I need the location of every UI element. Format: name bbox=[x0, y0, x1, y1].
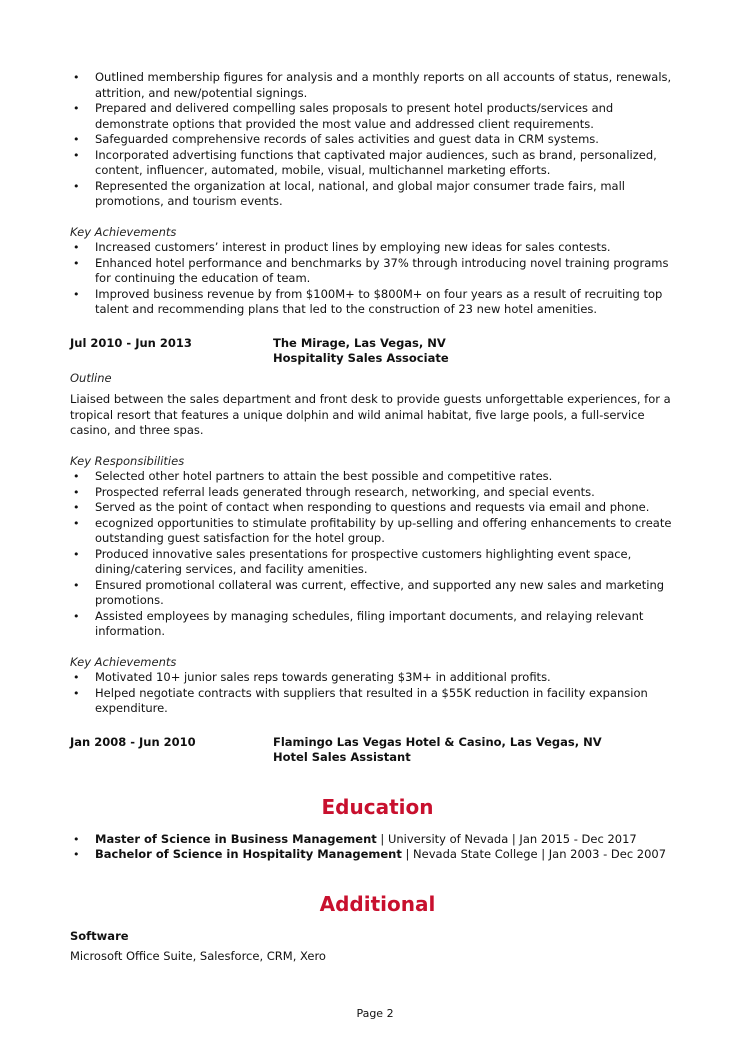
job-header-flamingo bbox=[70, 735, 685, 766]
mirage-responsibilities bbox=[70, 469, 685, 640]
education-list bbox=[70, 832, 685, 863]
job-details bbox=[273, 735, 602, 766]
job-dates: Jan 2008 - Jun 2010 bbox=[70, 734, 196, 749]
list-item: • Motivated 10+ junior sales reps towards generating $3M+ in additional profits. bbox=[70, 670, 685, 686]
job-title: Hotel Sales Assistant bbox=[273, 750, 411, 764]
list-item: • Ensured promotional collateral was current, effective, and supported any new sales and marketing promotions. bbox=[70, 578, 685, 609]
education-item bbox=[70, 832, 685, 848]
education-item bbox=[70, 847, 685, 863]
responsibilities-heading: Key Responsibilities bbox=[70, 453, 185, 468]
list-item: • Prospected referral leads generated through research, networking, and special events. bbox=[70, 485, 685, 501]
job-details bbox=[273, 336, 449, 367]
outline-heading: Outline bbox=[70, 370, 112, 385]
list-item: • Produced innovative sales presentations for prospective customers highlighting event space, dining/catering services, and facility amenities. bbox=[70, 547, 685, 578]
job-header-mirage bbox=[70, 336, 685, 367]
job-dates: Jul 2010 - Jun 2013 bbox=[70, 335, 192, 350]
software-value: Microsoft Office Suite, Salesforce, CRM, Xero bbox=[70, 949, 326, 963]
list-item: • Represented the organization at local, national, and global major consumer trade fairs, mall promotions, and tourism events. bbox=[70, 179, 685, 210]
education-heading: Education bbox=[321, 794, 434, 819]
prev-job-responsibilities bbox=[70, 70, 685, 210]
degree: Bachelor of Science in Hospitality Management bbox=[95, 847, 402, 861]
software-label: Software bbox=[70, 928, 129, 943]
job-employer: Flamingo Las Vegas Hotel & Casino, Las Vegas, NV bbox=[273, 734, 602, 749]
list-item: • Helped negotiate contracts with suppliers that resulted in a $55K reduction in facility expansion expenditure. bbox=[70, 686, 685, 717]
outline-text: Liaised between the sales department and front desk to provide guests unforgettable experiences, for a tropical resort that features a unique dolphin and wild animal habitat, five large pools, a full-service casino, and three spas. bbox=[70, 392, 671, 437]
list-item: • Assisted employees by managing schedules, filing important documents, and relaying relevant information. bbox=[70, 609, 685, 640]
prev-job-achievements bbox=[70, 240, 685, 318]
degree: Master of Science in Business Management bbox=[95, 831, 377, 846]
mirage-achievements bbox=[70, 670, 685, 717]
additional-heading: Additional bbox=[319, 891, 436, 916]
prev-job-achievements-heading: Key Achievements bbox=[70, 224, 177, 239]
job-employer: The Mirage, Las Vegas, NV bbox=[273, 335, 446, 350]
list-item: • Served as the point of contact when responding to questions and requests via email and phone. bbox=[70, 500, 685, 516]
list-item: • Enhanced hotel performance and benchmarks by 37% through introducing novel training programs for continuing the education of team. bbox=[70, 256, 685, 287]
list-item: • Improved business revenue by from $100M+ to $800M+ on four years as a result of recruiting top talent and recommending plans that led to the construction of 23 new hotel amenities. bbox=[70, 287, 685, 318]
education-details: | Nevada State College | Jan 2003 - Dec 2007 bbox=[401, 847, 667, 861]
list-item: • Incorporated advertising functions that captivated major audiences, such as brand, personalized, content, influencer, automated, mobile, visual, multichannel marketing efforts. bbox=[70, 148, 685, 179]
list-item: • Prepared and delivered compelling sales proposals to present hotel products/services and demonstrate options that provided the most value and addressed client requirements. bbox=[70, 101, 685, 132]
list-item: • Selected other hotel partners to attain the best possible and competitive rates. bbox=[70, 469, 685, 485]
resume-page-2 bbox=[70, 70, 685, 965]
list-item: • Outlined membership figures for analysis and a monthly reports on all accounts of status, renewals, attrition, and new/potential signings. bbox=[70, 70, 685, 101]
list-item: • Increased customers’ interest in product lines by employing new ideas for sales contests. bbox=[70, 240, 685, 256]
education-details: | University of Nevada | Jan 2015 - Dec 2017 bbox=[376, 831, 637, 846]
job-title: Hospitality Sales Associate bbox=[273, 351, 449, 365]
list-item: • Safeguarded comprehensive records of sales activities and guest data in CRM systems. bbox=[70, 132, 685, 148]
mirage-achievements-heading: Key Achievements bbox=[70, 654, 177, 669]
page-number: Page 2 bbox=[356, 1007, 394, 1020]
list-item: • ecognized opportunities to stimulate profitability by up-selling and offering enhancements to create outstanding guest satisfaction for the hotel group. bbox=[70, 516, 685, 547]
